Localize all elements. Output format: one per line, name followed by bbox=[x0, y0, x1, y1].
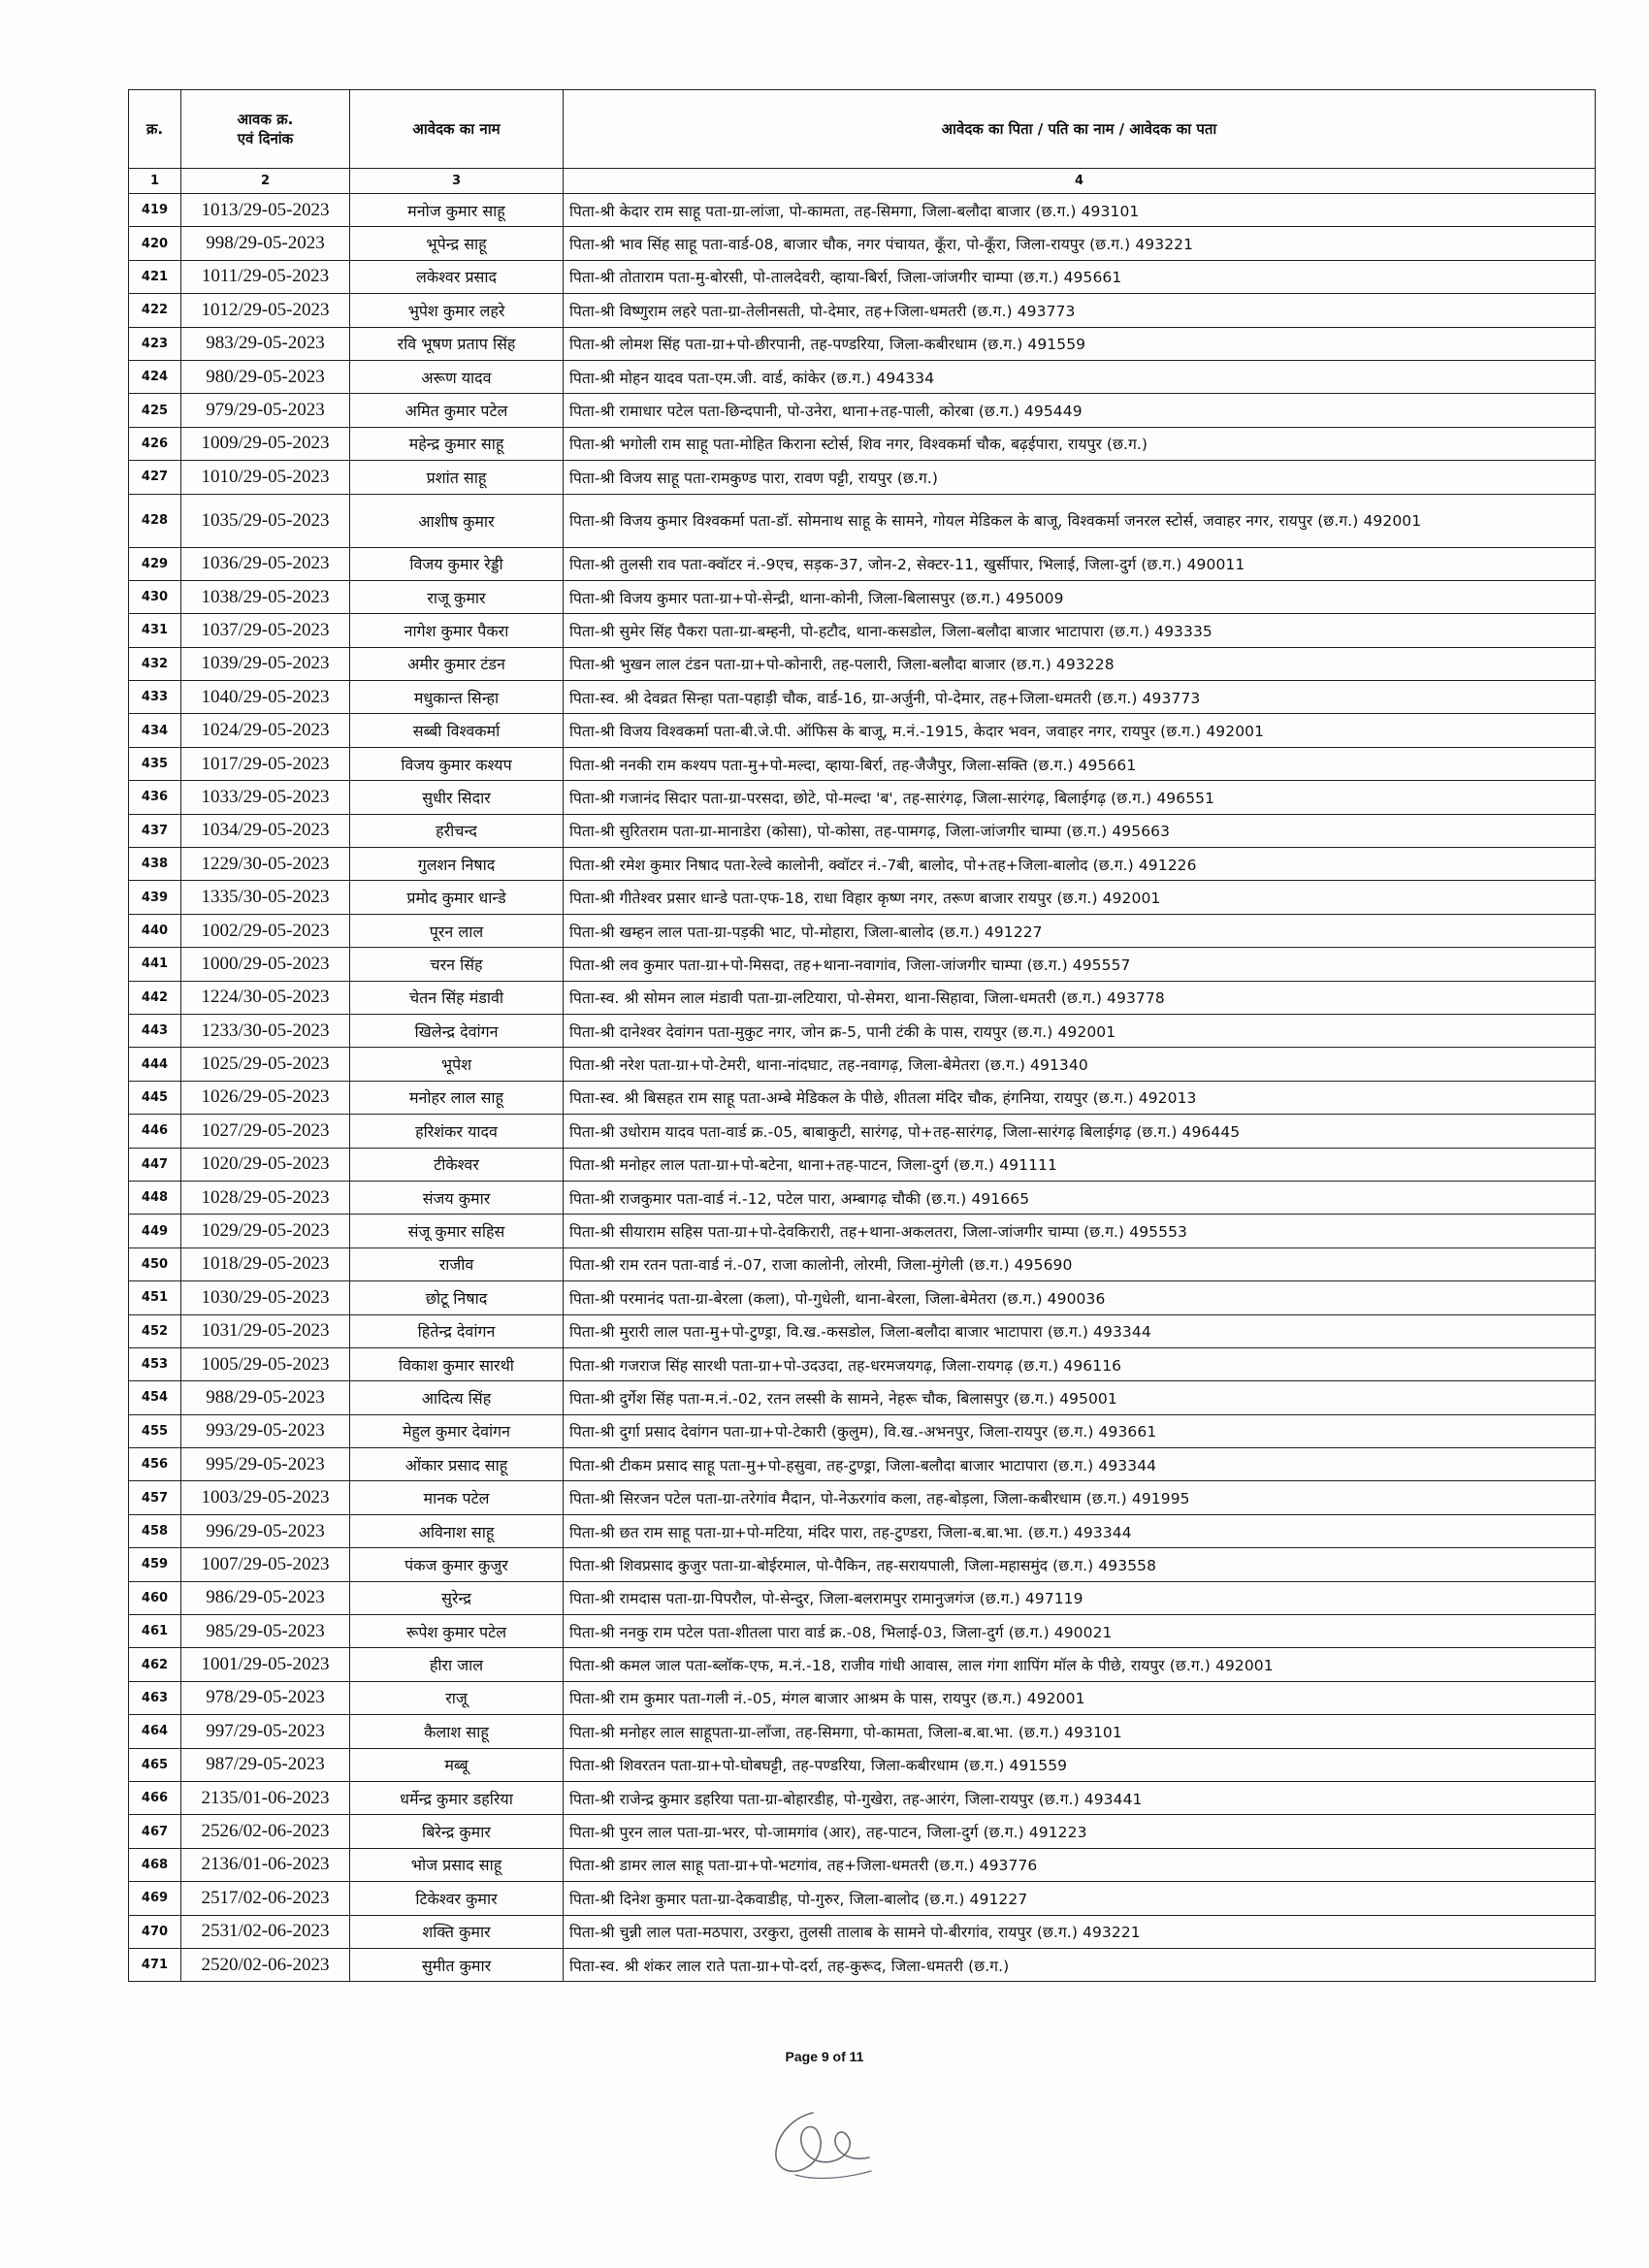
row-inward-ref-date: 1035/29-05-2023 bbox=[181, 494, 350, 547]
row-applicant-details: पिता-श्री केदार राम साहू पता-ग्रा-लांजा, पो-कामता, तह-सिमगा, जिला-बलौदा बाजार (छ.ग.) 493101 bbox=[564, 194, 1596, 227]
row-serial-number: 445 bbox=[129, 1081, 181, 1114]
row-applicant-details: पिता-स्व. श्री सोमन लाल मंडावी पता-ग्रा-लटियारा, पो-सेमरा, थाना-सिहावा, जिला-धमतरी (छ.ग.) 493778 bbox=[564, 981, 1596, 1014]
page-number: Page 9 of 11 bbox=[785, 2049, 864, 2064]
row-inward-ref-date: 1224/30-05-2023 bbox=[181, 981, 350, 1014]
row-applicant-name: मनोहर लाल साहू bbox=[350, 1081, 564, 1114]
row-applicant-name: हरीचन्द bbox=[350, 814, 564, 847]
row-applicant-name: मेहुल कुमार देवांगन bbox=[350, 1414, 564, 1447]
row-applicant-details: पिता-श्री कमल जाल पता-ब्लॉक-एफ, म.नं.-18, राजीव गांधी आवास, लाल गंगा शापिंग मॉल के पीछे, रायपुर (छ.ग.) 492001 bbox=[564, 1648, 1596, 1681]
row-applicant-name: चेतन सिंह मंडावी bbox=[350, 981, 564, 1014]
column-number: 1 bbox=[129, 169, 181, 194]
row-applicant-name: विजय कुमार कश्यप bbox=[350, 747, 564, 780]
header-ref-date bbox=[181, 90, 350, 169]
row-serial-number: 432 bbox=[129, 647, 181, 680]
table-row bbox=[129, 194, 1596, 227]
row-inward-ref-date: 1034/29-05-2023 bbox=[181, 814, 350, 847]
row-inward-ref-date: 985/29-05-2023 bbox=[181, 1615, 350, 1648]
row-applicant-name: महेन्द्र कुमार साहू bbox=[350, 427, 564, 460]
row-applicant-details: पिता-श्री डामर लाल साहू पता-ग्रा+पो-भटगांव, तह+जिला-धमतरी (छ.ग.) 493776 bbox=[564, 1848, 1596, 1881]
row-serial-number: 420 bbox=[129, 227, 181, 260]
row-applicant-details: पिता-श्री पुरन लाल पता-ग्रा-भरर, पो-जामगांव (आर), तह-पाटन, जिला-दुर्ग (छ.ग.) 491223 bbox=[564, 1815, 1596, 1848]
column-number: 4 bbox=[564, 169, 1596, 194]
row-serial-number: 425 bbox=[129, 394, 181, 427]
table-row bbox=[129, 1181, 1596, 1214]
row-inward-ref-date: 987/29-05-2023 bbox=[181, 1748, 350, 1781]
row-serial-number: 461 bbox=[129, 1615, 181, 1648]
row-applicant-name: आशीष कुमार bbox=[350, 494, 564, 547]
table-row bbox=[129, 360, 1596, 393]
table-row bbox=[129, 260, 1596, 293]
row-applicant-name: गुलशन निषाद bbox=[350, 848, 564, 881]
row-inward-ref-date: 1033/29-05-2023 bbox=[181, 781, 350, 814]
table-row bbox=[129, 1681, 1596, 1714]
table-row bbox=[129, 461, 1596, 494]
row-inward-ref-date: 1026/29-05-2023 bbox=[181, 1081, 350, 1114]
row-serial-number: 466 bbox=[129, 1781, 181, 1814]
table-row bbox=[129, 1014, 1596, 1047]
table-row bbox=[129, 881, 1596, 914]
row-serial-number: 437 bbox=[129, 814, 181, 847]
row-serial-number: 421 bbox=[129, 260, 181, 293]
row-applicant-details: पिता-श्री विजय कुमार पता-ग्रा+पो-सेन्द्री, थाना-कोनी, जिला-बिलासपुर (छ.ग.) 495009 bbox=[564, 580, 1596, 613]
row-applicant-details: पिता-श्री ननकु राम पटेल पता-शीतला पारा वार्ड क्र.-08, भिलाई-03, जिला-दुर्ग (छ.ग.) 490021 bbox=[564, 1615, 1596, 1648]
row-applicant-name: हरिशंकर यादव bbox=[350, 1115, 564, 1148]
row-serial-number: 453 bbox=[129, 1347, 181, 1380]
row-inward-ref-date: 1010/29-05-2023 bbox=[181, 461, 350, 494]
row-inward-ref-date: 1036/29-05-2023 bbox=[181, 547, 350, 580]
row-applicant-details: पिता-स्व. श्री शंकर लाल राते पता-ग्रा+पो-दर्रा, तह-कुरूद, जिला-धमतरी (छ.ग.) bbox=[564, 1948, 1596, 1981]
row-inward-ref-date: 1017/29-05-2023 bbox=[181, 747, 350, 780]
row-applicant-name: छोटू निषाद bbox=[350, 1281, 564, 1314]
table-row bbox=[129, 981, 1596, 1014]
row-applicant-name: सुरेन्द्र bbox=[350, 1581, 564, 1614]
column-number-row bbox=[129, 169, 1596, 194]
row-applicant-name: संजू कुमार सहिस bbox=[350, 1215, 564, 1247]
row-serial-number: 454 bbox=[129, 1381, 181, 1414]
row-applicant-details: पिता-श्री शिवरतन पता-ग्रा+पो-घोबघट्टी, तह-पण्डरिया, जिला-कबीरधाम (छ.ग.) 491559 bbox=[564, 1748, 1596, 1781]
row-inward-ref-date: 2520/02-06-2023 bbox=[181, 1948, 350, 1981]
table-row bbox=[129, 1148, 1596, 1181]
row-inward-ref-date: 1003/29-05-2023 bbox=[181, 1481, 350, 1514]
row-serial-number: 470 bbox=[129, 1915, 181, 1948]
table-row bbox=[129, 1781, 1596, 1814]
row-applicant-name: प्रमोद कुमार धान्डे bbox=[350, 881, 564, 914]
row-serial-number: 469 bbox=[129, 1882, 181, 1915]
header-ref-line2: एवं दिनांक bbox=[237, 130, 294, 147]
row-serial-number: 456 bbox=[129, 1448, 181, 1481]
row-inward-ref-date: 1027/29-05-2023 bbox=[181, 1115, 350, 1148]
row-serial-number: 442 bbox=[129, 981, 181, 1014]
row-serial-number: 439 bbox=[129, 881, 181, 914]
row-inward-ref-date: 1001/29-05-2023 bbox=[181, 1648, 350, 1681]
row-serial-number: 462 bbox=[129, 1648, 181, 1681]
row-serial-number: 433 bbox=[129, 681, 181, 714]
row-applicant-name: विजय कुमार रेड्डी bbox=[350, 547, 564, 580]
row-applicant-name: अमीर कुमार टंडन bbox=[350, 647, 564, 680]
table-row bbox=[129, 1048, 1596, 1081]
row-serial-number: 428 bbox=[129, 494, 181, 547]
table-row bbox=[129, 1281, 1596, 1314]
row-serial-number: 423 bbox=[129, 327, 181, 360]
row-applicant-details: पिता-श्री खम्हन लाल पता-ग्रा-पड़की भाट, पो-मोहारा, जिला-बालोद (छ.ग.) 491227 bbox=[564, 914, 1596, 947]
row-applicant-name: भूपेश bbox=[350, 1048, 564, 1081]
row-applicant-name: आदित्य सिंह bbox=[350, 1381, 564, 1414]
row-applicant-details: पिता-श्री सिरजन पटेल पता-ग्रा-तरेगांव मैदान, पो-नेऊरगांव कला, तह-बोड़ला, जिला-कबीरधाम (छ.ग.) 491995 bbox=[564, 1481, 1596, 1514]
row-serial-number: 451 bbox=[129, 1281, 181, 1314]
row-inward-ref-date: 1020/29-05-2023 bbox=[181, 1148, 350, 1181]
table-row bbox=[129, 1848, 1596, 1881]
row-inward-ref-date: 980/29-05-2023 bbox=[181, 360, 350, 393]
row-applicant-details: पिता-स्व. श्री बिसहत राम साहू पता-अम्बे मेडिकल के पीछे, शीतला मंदिर चौक, हंगनिया, रायपुर (छ.ग.) 492013 bbox=[564, 1081, 1596, 1114]
row-applicant-name: रवि भूषण प्रताप सिंह bbox=[350, 327, 564, 360]
row-applicant-name: प्रशांत साहू bbox=[350, 461, 564, 494]
row-serial-number: 422 bbox=[129, 294, 181, 327]
row-applicant-name: अविनाश साहू bbox=[350, 1514, 564, 1547]
row-applicant-details: पिता-श्री टीकम प्रसाद साहू पता-मु+पो-हसुवा, तह-टुण्ड्रा, जिला-बलौदा बाजार भाटापारा (छ.ग.) 493344 bbox=[564, 1448, 1596, 1481]
row-applicant-details: पिता-श्री विजय कुमार विश्वकर्मा पता-डॉ. सोमनाथ साहू के सामने, गोयल मेडिकल के बाजू, विश्वकर्मा जनरल स्टोर्स, जवाहर नगर, रायपुर (छ.ग.) 492001 bbox=[564, 494, 1596, 547]
row-serial-number: 444 bbox=[129, 1048, 181, 1081]
table-row bbox=[129, 1748, 1596, 1781]
row-inward-ref-date: 2135/01-06-2023 bbox=[181, 1781, 350, 1814]
row-inward-ref-date: 1000/29-05-2023 bbox=[181, 948, 350, 981]
row-inward-ref-date: 1005/29-05-2023 bbox=[181, 1347, 350, 1380]
row-serial-number: 438 bbox=[129, 848, 181, 881]
row-applicant-details: पिता-श्री रमेश कुमार निषाद पता-रेल्वे कालोनी, क्वॉटर नं.-7बी, बालोद, पो+तह+जिला-बालोद (छ.ग.) 491226 bbox=[564, 848, 1596, 881]
row-inward-ref-date: 1007/29-05-2023 bbox=[181, 1548, 350, 1581]
table-row bbox=[129, 1882, 1596, 1915]
row-inward-ref-date: 1025/29-05-2023 bbox=[181, 1048, 350, 1081]
row-applicant-name: बिरेन्द्र कुमार bbox=[350, 1815, 564, 1848]
table-header-row bbox=[129, 90, 1596, 169]
row-applicant-details: पिता-श्री दिनेश कुमार पता-ग्रा-देकवाडीह, पो-गुरुर, जिला-बालोद (छ.ग.) 491227 bbox=[564, 1882, 1596, 1915]
row-applicant-name: ओंकार प्रसाद साहू bbox=[350, 1448, 564, 1481]
row-inward-ref-date: 998/29-05-2023 bbox=[181, 227, 350, 260]
row-applicant-details: पिता-श्री नरेश पता-ग्रा+पो-टेमरी, थाना-नांदघाट, तह-नवागढ़, जिला-बेमेतरा (छ.ग.) 491340 bbox=[564, 1048, 1596, 1081]
row-applicant-name: हितेन्द्र देवांगन bbox=[350, 1314, 564, 1347]
table-row bbox=[129, 1314, 1596, 1347]
row-applicant-details: पिता-श्री चुन्नी लाल पता-मठपारा, उरकुरा, तुलसी तालाब के सामने पो-बीरगांव, रायपुर (छ.ग.) 493221 bbox=[564, 1915, 1596, 1948]
row-serial-number: 467 bbox=[129, 1815, 181, 1848]
header-applicant-details: आवेदक का पिता / पति का नाम / आवेदक का पता bbox=[564, 90, 1596, 169]
row-applicant-details: पिता-श्री रामदास पता-ग्रा-पिपरौल, पो-सेन्दुर, जिला-बलरामपुर रामानुजगंज (छ.ग.) 497119 bbox=[564, 1581, 1596, 1614]
row-serial-number: 434 bbox=[129, 714, 181, 747]
row-applicant-details: पिता-श्री विजय साहू पता-रामकुण्ड पारा, रावण पट्टी, रायपुर (छ.ग.) bbox=[564, 461, 1596, 494]
table-row bbox=[129, 1448, 1596, 1481]
row-applicant-name: सब्बी विश्वकर्मा bbox=[350, 714, 564, 747]
row-serial-number: 431 bbox=[129, 614, 181, 647]
row-serial-number: 443 bbox=[129, 1014, 181, 1047]
row-serial-number: 440 bbox=[129, 914, 181, 947]
row-applicant-details: पिता-श्री सुमेर सिंह पैकरा पता-ग्रा-बम्हनी, पो-हटौद, थाना-कसडोल, जिला-बलौदा बाजार भाटापारा (छ.ग.) 493335 bbox=[564, 614, 1596, 647]
row-applicant-details: पिता-श्री भगोली राम साहू पता-मोहित किराना स्टोर्स, शिव नगर, विश्वकर्मा चौक, बढ़ईपारा, रायपुर (छ.ग.) bbox=[564, 427, 1596, 460]
row-applicant-details: पिता-श्री विष्णुराम लहरे पता-ग्रा-तेलीनसती, पो-देमार, तह+जिला-धमतरी (छ.ग.) 493773 bbox=[564, 294, 1596, 327]
row-serial-number: 455 bbox=[129, 1414, 181, 1447]
table-row bbox=[129, 1414, 1596, 1447]
row-applicant-name: रूपेश कुमार पटेल bbox=[350, 1615, 564, 1648]
table-row bbox=[129, 781, 1596, 814]
table-row bbox=[129, 1514, 1596, 1547]
row-applicant-name: पूरन लाल bbox=[350, 914, 564, 947]
table-row bbox=[129, 1948, 1596, 1981]
row-serial-number: 447 bbox=[129, 1148, 181, 1181]
row-inward-ref-date: 1031/29-05-2023 bbox=[181, 1314, 350, 1347]
row-serial-number: 452 bbox=[129, 1314, 181, 1347]
table-row bbox=[129, 914, 1596, 947]
row-applicant-details: पिता-श्री भुखन लाल टंडन पता-ग्रा+पो-कोनारी, तह-पलारी, जिला-बलौदा बाजार (छ.ग.) 493228 bbox=[564, 647, 1596, 680]
row-applicant-details: पिता-श्री मुरारी लाल पता-मु+पो-टुण्ड्रा, वि.ख.-कसडोल, जिला-बलौदा बाजार भाटापारा (छ.ग.) 493344 bbox=[564, 1314, 1596, 1347]
row-applicant-details: पिता-श्री रामाधार पटेल पता-छिन्दपानी, पो-उनेरा, थाना+तह-पाली, कोरबा (छ.ग.) 495449 bbox=[564, 394, 1596, 427]
applicant-register-table bbox=[128, 89, 1596, 1982]
row-applicant-name: संजय कुमार bbox=[350, 1181, 564, 1214]
row-serial-number: 463 bbox=[129, 1681, 181, 1714]
row-inward-ref-date: 978/29-05-2023 bbox=[181, 1681, 350, 1714]
row-applicant-details: पिता-श्री उधोराम यादव पता-वार्ड क्र.-05, बाबाकुटी, सारंगढ़, पो+तह-सारंगढ़, जिला-सारंगढ़ बिलाईगढ़ (छ.ग.) 496445 bbox=[564, 1115, 1596, 1148]
table-row bbox=[129, 494, 1596, 547]
row-applicant-name: चरन सिंह bbox=[350, 948, 564, 981]
row-applicant-name: कैलाश साहू bbox=[350, 1715, 564, 1748]
row-inward-ref-date: 1011/29-05-2023 bbox=[181, 260, 350, 293]
row-serial-number: 435 bbox=[129, 747, 181, 780]
row-inward-ref-date: 1040/29-05-2023 bbox=[181, 681, 350, 714]
row-applicant-name: हीरा जाल bbox=[350, 1648, 564, 1681]
row-applicant-details: पिता-श्री राजकुमार पता-वार्ड नं.-12, पटेल पारा, अम्बागढ़ चौकी (छ.ग.) 491665 bbox=[564, 1181, 1596, 1214]
row-serial-number: 448 bbox=[129, 1181, 181, 1214]
table-row bbox=[129, 394, 1596, 427]
row-applicant-details: पिता-श्री शिवप्रसाद कुजुर पता-ग्रा-बोईरमाल, पो-पैकिन, तह-सरायपाली, जिला-महासमुंद (छ.ग.) 493558 bbox=[564, 1548, 1596, 1581]
column-number: 3 bbox=[350, 169, 564, 194]
row-serial-number: 465 bbox=[129, 1748, 181, 1781]
table-row bbox=[129, 227, 1596, 260]
row-inward-ref-date: 2517/02-06-2023 bbox=[181, 1882, 350, 1915]
row-serial-number: 427 bbox=[129, 461, 181, 494]
row-inward-ref-date: 993/29-05-2023 bbox=[181, 1414, 350, 1447]
row-inward-ref-date: 1038/29-05-2023 bbox=[181, 580, 350, 613]
row-applicant-name: धर्मेन्द्र कुमार डहरिया bbox=[350, 1781, 564, 1814]
row-inward-ref-date: 1030/29-05-2023 bbox=[181, 1281, 350, 1314]
table-row bbox=[129, 1347, 1596, 1380]
row-applicant-name: अमित कुमार पटेल bbox=[350, 394, 564, 427]
table-row bbox=[129, 294, 1596, 327]
row-applicant-name: मानक पटेल bbox=[350, 1481, 564, 1514]
table-row bbox=[129, 948, 1596, 981]
row-applicant-name: टिकेश्वर कुमार bbox=[350, 1882, 564, 1915]
row-applicant-details: पिता-श्री लव कुमार पता-ग्रा+पो-मिसदा, तह+थाना-नवागांव, जिला-जांजगीर चाम्पा (छ.ग.) 495557 bbox=[564, 948, 1596, 981]
row-serial-number: 430 bbox=[129, 580, 181, 613]
row-serial-number: 441 bbox=[129, 948, 181, 981]
table-row bbox=[129, 547, 1596, 580]
row-applicant-details: पिता-श्री भाव सिंह साहू पता-वार्ड-08, बाजार चौक, नगर पंचायत, कूँरा, पो-कूँरा, जिला-रायपुर (छ.ग.) 493221 bbox=[564, 227, 1596, 260]
table-row bbox=[129, 747, 1596, 780]
row-serial-number: 468 bbox=[129, 1848, 181, 1881]
row-applicant-details: पिता-श्री दुर्गेश सिंह पता-म.नं.-02, रतन लस्सी के सामने, नेहरू चौक, बिलासपुर (छ.ग.) 495001 bbox=[564, 1381, 1596, 1414]
row-serial-number: 424 bbox=[129, 360, 181, 393]
row-applicant-details: पिता-श्री लोमश सिंह पता-ग्रा+पो-छीरपानी, तह-पण्डरिया, जिला-कबीरधाम (छ.ग.) 491559 bbox=[564, 327, 1596, 360]
row-applicant-details: पिता-श्री मनोहर लाल साहूपता-ग्रा-लाँजा, तह-सिमगा, पो-कामता, जिला-ब.बा.भा. (छ.ग.) 493101 bbox=[564, 1715, 1596, 1748]
row-applicant-name: मब्बू bbox=[350, 1748, 564, 1781]
row-applicant-details: पिता-श्री परमानंद पता-ग्रा-बेरला (कला), पो-गुधेली, थाना-बेरला, जिला-बेमेतरा (छ.ग.) 490036 bbox=[564, 1281, 1596, 1314]
row-inward-ref-date: 979/29-05-2023 bbox=[181, 394, 350, 427]
table-row bbox=[129, 614, 1596, 647]
column-number: 2 bbox=[181, 169, 350, 194]
row-applicant-name: मनोज कुमार साहू bbox=[350, 194, 564, 227]
row-applicant-details: पिता-श्री विजय विश्वकर्मा पता-बी.जे.पी. ऑफिस के बाजू, म.नं.-1915, केदार भवन, जवाहर नगर, रायपुर (छ.ग.) 492001 bbox=[564, 714, 1596, 747]
row-applicant-details: पिता-श्री राम रतन पता-वार्ड नं.-07, राजा कालोनी, लोरमी, जिला-मुंगेली (छ.ग.) 495690 bbox=[564, 1247, 1596, 1280]
row-applicant-name: विकाश कुमार सारथी bbox=[350, 1347, 564, 1380]
row-inward-ref-date: 988/29-05-2023 bbox=[181, 1381, 350, 1414]
header-sno: क्र. bbox=[129, 90, 181, 169]
row-applicant-details: पिता-श्री राम कुमार पता-गली नं.-05, मंगल बाजार आश्रम के पास, रायपुर (छ.ग.) 492001 bbox=[564, 1681, 1596, 1714]
row-applicant-details: पिता-श्री सीयाराम सहिस पता-ग्रा+पो-देवकिरारी, तह+थाना-अकलतरा, जिला-जांजगीर चाम्पा (छ.ग.) 495553 bbox=[564, 1215, 1596, 1247]
row-applicant-name: भूपेन्द्र साहू bbox=[350, 227, 564, 260]
handwritten-signature-icon bbox=[757, 2103, 892, 2190]
table-row bbox=[129, 327, 1596, 360]
row-inward-ref-date: 1009/29-05-2023 bbox=[181, 427, 350, 460]
row-applicant-details: पिता-श्री तोताराम पता-मु-बोरसी, पो-तालदेवरी, व्हाया-बिर्रा, जिला-जांजगीर चाम्पा (छ.ग.) 495661 bbox=[564, 260, 1596, 293]
row-serial-number: 436 bbox=[129, 781, 181, 814]
row-inward-ref-date: 1013/29-05-2023 bbox=[181, 194, 350, 227]
row-applicant-name: नागेश कुमार पैकरा bbox=[350, 614, 564, 647]
row-serial-number: 471 bbox=[129, 1948, 181, 1981]
table-row bbox=[129, 1548, 1596, 1581]
table-row bbox=[129, 1481, 1596, 1514]
table-row bbox=[129, 1115, 1596, 1148]
table-row bbox=[129, 427, 1596, 460]
header-ref-line1: आवक क्र. bbox=[237, 111, 294, 128]
row-inward-ref-date: 1335/30-05-2023 bbox=[181, 881, 350, 914]
row-inward-ref-date: 1229/30-05-2023 bbox=[181, 848, 350, 881]
row-inward-ref-date: 983/29-05-2023 bbox=[181, 327, 350, 360]
row-inward-ref-date: 997/29-05-2023 bbox=[181, 1715, 350, 1748]
row-applicant-name: राजीव bbox=[350, 1247, 564, 1280]
row-serial-number: 464 bbox=[129, 1715, 181, 1748]
row-applicant-name: सुधीर सिदार bbox=[350, 781, 564, 814]
table-row bbox=[129, 1915, 1596, 1948]
row-serial-number: 450 bbox=[129, 1247, 181, 1280]
row-applicant-details: पिता-श्री मोहन यादव पता-एम.जी. वार्ड, कांकेर (छ.ग.) 494334 bbox=[564, 360, 1596, 393]
row-applicant-details: पिता-श्री दुर्गा प्रसाद देवांगन पता-ग्रा+पो-टेकारी (कुलुम), वि.ख.-अभनपुर, जिला-रायपुर (छ.ग.) 493661 bbox=[564, 1414, 1596, 1447]
row-serial-number: 446 bbox=[129, 1115, 181, 1148]
row-inward-ref-date: 1029/29-05-2023 bbox=[181, 1215, 350, 1247]
row-serial-number: 458 bbox=[129, 1514, 181, 1547]
row-applicant-details: पिता-श्री गजानंद सिदार पता-ग्रा-परसदा, छोटे, पो-मल्दा 'ब', तह-सारंगढ़, जिला-सारंगढ़, बिलाईगढ़ (छ.ग.) 496551 bbox=[564, 781, 1596, 814]
row-applicant-details: पिता-श्री तुलसी राव पता-क्वॉटर नं.-9एच, सड़क-37, जोन-2, सेक्टर-11, खुर्सीपार, भिलाई, जिला-दुर्ग (छ.ग.) 490011 bbox=[564, 547, 1596, 580]
row-inward-ref-date: 1024/29-05-2023 bbox=[181, 714, 350, 747]
row-applicant-name: खिलेन्द्र देवांगन bbox=[350, 1014, 564, 1047]
table-row bbox=[129, 1381, 1596, 1414]
table-row bbox=[129, 1615, 1596, 1648]
row-applicant-name: सुमीत कुमार bbox=[350, 1948, 564, 1981]
row-inward-ref-date: 2526/02-06-2023 bbox=[181, 1815, 350, 1848]
row-inward-ref-date: 2531/02-06-2023 bbox=[181, 1915, 350, 1948]
row-applicant-details: पिता-श्री मनोहर लाल पता-ग्रा+पो-बटेना, थाना+तह-पाटन, जिला-दुर्ग (छ.ग.) 491111 bbox=[564, 1148, 1596, 1181]
table-row bbox=[129, 1648, 1596, 1681]
row-applicant-name: भोज प्रसाद साहू bbox=[350, 1848, 564, 1881]
row-inward-ref-date: 986/29-05-2023 bbox=[181, 1581, 350, 1614]
table-row bbox=[129, 647, 1596, 680]
row-applicant-name: राजू bbox=[350, 1681, 564, 1714]
table-row bbox=[129, 1215, 1596, 1247]
row-applicant-name: राजू कुमार bbox=[350, 580, 564, 613]
row-inward-ref-date: 1018/29-05-2023 bbox=[181, 1247, 350, 1280]
row-applicant-name: अरूण यादव bbox=[350, 360, 564, 393]
row-inward-ref-date: 995/29-05-2023 bbox=[181, 1448, 350, 1481]
row-applicant-details: पिता-श्री गजराज सिंह सारथी पता-ग्रा+पो-उदउदा, तह-धरमजयगढ़, जिला-रायगढ़ (छ.ग.) 496116 bbox=[564, 1347, 1596, 1380]
table-row bbox=[129, 814, 1596, 847]
row-serial-number: 459 bbox=[129, 1548, 181, 1581]
row-serial-number: 419 bbox=[129, 194, 181, 227]
row-applicant-details: पिता-श्री सुरितराम पता-ग्रा-मानाडेरा (कोसा), पो-कोसा, तह-पामगढ़, जिला-जांजगीर चाम्पा (छ.ग.) 495663 bbox=[564, 814, 1596, 847]
row-serial-number: 426 bbox=[129, 427, 181, 460]
row-applicant-details: पिता-स्व. श्री देवव्रत सिन्हा पता-पहाड़ी चौक, वार्ड-16, ग्रा-अर्जुनी, पो-देमार, तह+जिला-धमतरी (छ.ग.) 493773 bbox=[564, 681, 1596, 714]
table-row bbox=[129, 1815, 1596, 1848]
table-row bbox=[129, 580, 1596, 613]
table-row bbox=[129, 1247, 1596, 1280]
row-applicant-details: पिता-श्री ननकी राम कश्यप पता-मु+पो-मल्दा, व्हाया-बिर्रा, तह-जैजैपुर, जिला-सक्ति (छ.ग.) 495661 bbox=[564, 747, 1596, 780]
header-applicant-name: आवेदक का नाम bbox=[350, 90, 564, 169]
row-inward-ref-date: 1012/29-05-2023 bbox=[181, 294, 350, 327]
table-row bbox=[129, 848, 1596, 881]
table-row bbox=[129, 714, 1596, 747]
row-inward-ref-date: 1037/29-05-2023 bbox=[181, 614, 350, 647]
row-applicant-details: पिता-श्री गीतेश्वर प्रसार धान्डे पता-एफ-18, राधा विहार कृष्ण नगर, तरूण बाजार रायपुर (छ.ग.) 492001 bbox=[564, 881, 1596, 914]
row-applicant-details: पिता-श्री छत राम साहू पता-ग्रा+पो-मटिया, मंदिर पारा, तह-टुण्डरा, जिला-ब.बा.भा. (छ.ग.) 493344 bbox=[564, 1514, 1596, 1547]
row-inward-ref-date: 1028/29-05-2023 bbox=[181, 1181, 350, 1214]
row-inward-ref-date: 996/29-05-2023 bbox=[181, 1514, 350, 1547]
row-applicant-name: मधुकान्त सिन्हा bbox=[350, 681, 564, 714]
row-serial-number: 449 bbox=[129, 1215, 181, 1247]
row-serial-number: 429 bbox=[129, 547, 181, 580]
row-applicant-name: पंकज कुमार कुजुर bbox=[350, 1548, 564, 1581]
table-row bbox=[129, 1081, 1596, 1114]
row-applicant-details: पिता-श्री राजेन्द्र कुमार डहरिया पता-ग्रा-बोहारडीह, पो-गुखेरा, तह-आरंग, जिला-रायपुर (छ.ग.) 493441 bbox=[564, 1781, 1596, 1814]
table-row bbox=[129, 681, 1596, 714]
row-inward-ref-date: 1039/29-05-2023 bbox=[181, 647, 350, 680]
row-serial-number: 460 bbox=[129, 1581, 181, 1614]
table-row bbox=[129, 1581, 1596, 1614]
row-applicant-details: पिता-श्री दानेश्वर देवांगन पता-मुकुट नगर, जोन क्र-5, पानी टंकी के पास, रायपुर (छ.ग.) 492001 bbox=[564, 1014, 1596, 1047]
row-inward-ref-date: 1233/30-05-2023 bbox=[181, 1014, 350, 1047]
row-applicant-name: टीकेश्वर bbox=[350, 1148, 564, 1181]
table-row bbox=[129, 1715, 1596, 1748]
row-applicant-name: भुपेश कुमार लहरे bbox=[350, 294, 564, 327]
row-serial-number: 457 bbox=[129, 1481, 181, 1514]
row-applicant-name: शक्ति कुमार bbox=[350, 1915, 564, 1948]
row-inward-ref-date: 1002/29-05-2023 bbox=[181, 914, 350, 947]
table-body bbox=[129, 194, 1596, 1982]
row-applicant-name: लकेश्वर प्रसाद bbox=[350, 260, 564, 293]
row-inward-ref-date: 2136/01-06-2023 bbox=[181, 1848, 350, 1881]
